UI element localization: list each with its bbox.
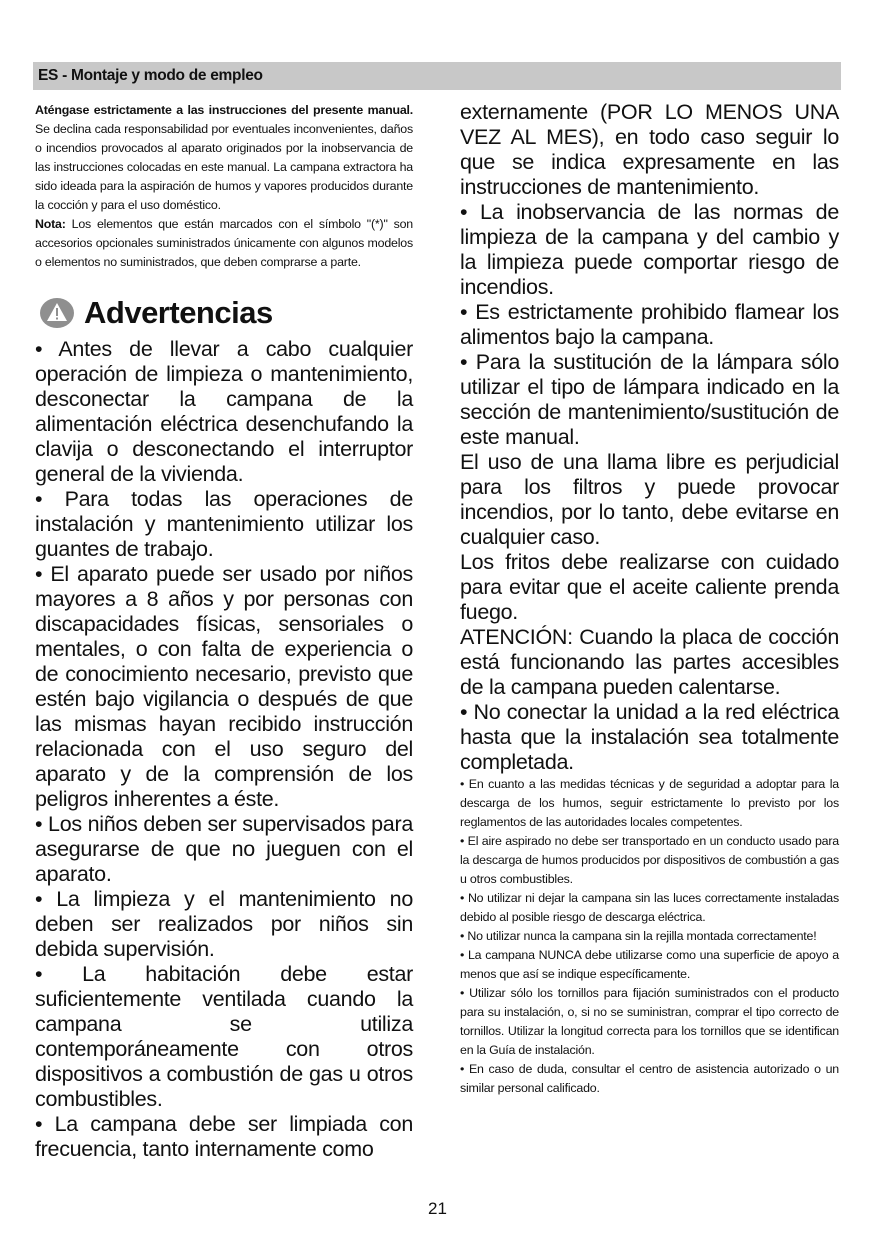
warning-small-item: • El aire aspirado no debe ser transportado en un conducto usado para la descarga de humos producidos por dispositivos de combustión a gas u otros combustibles. bbox=[460, 834, 839, 886]
warning-item: • Antes de llevar a cabo cualquier operación de limpieza o mantenimiento, desconectar la campana de la alimentación eléctrica desenchufando la clavija o desconectando el interruptor general de la vivienda. bbox=[35, 337, 413, 486]
warning-item: • Los niños deben ser supervisados para asegurarse de que no jueguen con el aparato. bbox=[35, 812, 413, 886]
warning-small-item: • En cuanto a las medidas técnicas y de seguridad a adoptar para la descarga de los humos, seguir estrictamente lo previsto por los reglamentos de las autoridades locales competentes. bbox=[460, 777, 839, 829]
warning-icon bbox=[39, 297, 75, 329]
section-header bbox=[33, 62, 841, 90]
warning-item: • La habitación debe estar suficientemente ventilada cuando la campana se utiliza contemporáneamente con otros dispositivos a combustión de gas u otros combustibles. bbox=[35, 962, 413, 1111]
warnings-title: Advertencias bbox=[84, 295, 273, 330]
note-paragraph bbox=[35, 215, 413, 272]
intro-paragraph bbox=[35, 101, 413, 215]
warning-item: • Para la sustitución de la lámpara sólo utilizar el tipo de lámpara indicado en la sección de mantenimiento/sustitución de este manual. bbox=[460, 350, 839, 449]
page-number: 21 bbox=[428, 1199, 447, 1218]
warning-item: El uso de una llama libre es perjudicial para los filtros y puede provocar incendios, por lo tanto, debe evitarse en cualquier caso. bbox=[460, 450, 839, 549]
warning-item: • La campana debe ser limpiada con frecuencia, tanto internamente como bbox=[35, 1112, 413, 1161]
intro-lead-text: Se declina cada responsabilidad por eventuales inconvenientes, daños o incendios provocados al aparato originados por la inobservancia de las instrucciones colocadas en este manual. La campana extractora ha sido ideada para la aspiración de humos y vapores producidos durante la cocción y para el uso doméstico. bbox=[35, 122, 413, 212]
section-header-title: ES - Montaje y modo de empleo bbox=[38, 67, 263, 84]
left-column bbox=[35, 101, 413, 1162]
warning-item: ATENCIÓN: Cuando la placa de cocción está funcionando las partes accesibles de la campana pueden calentarse. bbox=[460, 625, 839, 699]
warning-item: externamente (POR LO MENOS UNA VEZ AL MES), en todo caso seguir lo que se indica expresamente en las instrucciones de mantenimiento. bbox=[460, 100, 839, 199]
right-column bbox=[460, 100, 839, 1098]
warning-small-item: • Utilizar sólo los tornillos para fijación suministrados con el producto para su instalación, o, si no se suministran, comprar el tipo correcto de tornillos. Utilizar la longitud correcta para los tornillos que se identifican en la Guía de instalación. bbox=[460, 986, 839, 1057]
warning-item: • No conectar la unidad a la red eléctrica hasta que la instalación sea totalmente completada. bbox=[460, 700, 839, 774]
warning-item: • Es estrictamente prohibido flamear los alimentos bajo la campana. bbox=[460, 300, 839, 349]
note-text: Los elementos que están marcados con el símbolo "(*)" son accesorios opcionales suministrados únicamente con algunos modelos o elementos no suministrados, que deben comprarse a parte. bbox=[35, 217, 413, 269]
warning-small-item: • La campana NUNCA debe utilizarse como una superficie de apoyo a menos que así se indique específicamente. bbox=[460, 948, 839, 981]
warning-item: • El aparato puede ser usado por niños mayores a 8 años y por personas con discapacidades físicas, sensoriales o mentales, o con falta de experiencia o de conocimiento necesario, previsto que estén bajo vigilancia o después de que las mismas hayan recibido instrucción relacionada con el uso seguro del aparato y de la comprensión de los peligros inherentes a éste. bbox=[35, 562, 413, 811]
warning-item: • La limpieza y el mantenimiento no deben ser realizados por niños sin debida supervisión. bbox=[35, 887, 413, 961]
warnings-heading bbox=[35, 293, 413, 333]
warning-item: • La inobservancia de las normas de limpieza de la campana y del cambio y la limpieza puede comportar riesgo de incendios. bbox=[460, 200, 839, 299]
intro-lead-bold: Aténgase estrictamente a las instrucciones del presente manual. bbox=[35, 103, 413, 117]
warning-small-item: • No utilizar ni dejar la campana sin las luces correctamente instaladas debido al posible riesgo de descarga eléctrica. bbox=[460, 891, 839, 924]
note-label: Nota: bbox=[35, 217, 66, 231]
warning-small-item: • No utilizar nunca la campana sin la rejilla montada correctamente! bbox=[460, 929, 817, 943]
warning-item: Los fritos debe realizarse con cuidado para evitar que el aceite caliente prenda fuego. bbox=[460, 550, 839, 624]
warning-small-item: • En caso de duda, consultar el centro de asistencia autorizado o un similar personal calificado. bbox=[460, 1062, 839, 1095]
warning-item: • Para todas las operaciones de instalación y mantenimiento utilizar los guantes de trabajo. bbox=[35, 487, 413, 561]
